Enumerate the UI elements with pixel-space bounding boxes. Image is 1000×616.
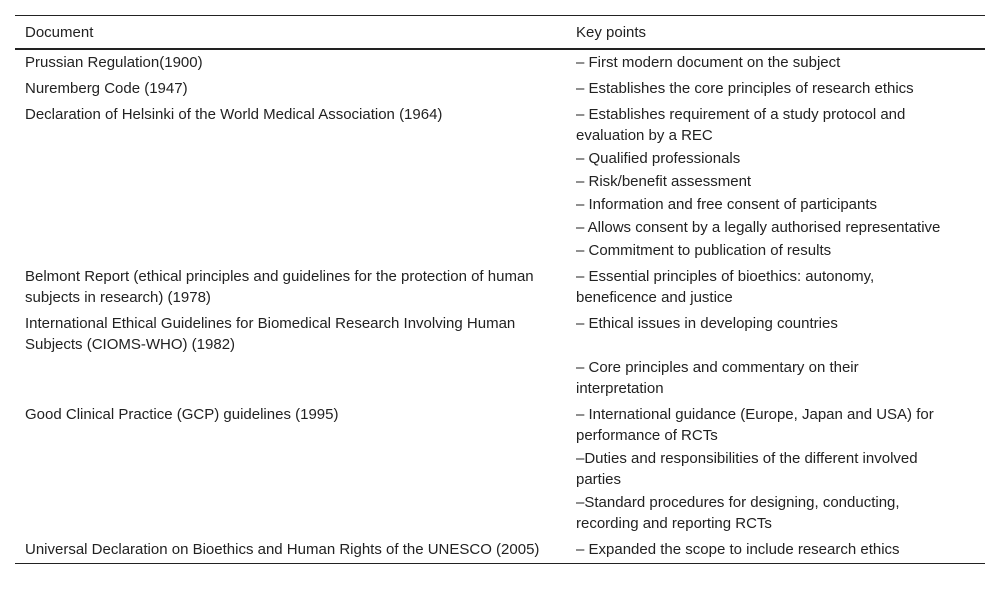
key-point: – Allows consent by a legally authorised representative <box>576 219 941 236</box>
header-key-points: Key points <box>566 16 985 50</box>
key-points-cell <box>566 76 985 102</box>
ethics-documents-table <box>15 15 985 564</box>
key-point: – Core principles and commentary on their interpretation <box>576 359 859 397</box>
document-cell: Declaration of Helsinki of the World Medical Association (1964) <box>25 106 443 123</box>
key-point: –Duties and responsibilities of the different involved parties <box>576 450 918 488</box>
header-document: Document <box>15 16 566 50</box>
key-points-cell <box>566 402 985 537</box>
key-point: – Establishes requirement of a study protocol and evaluation by a REC <box>576 106 906 144</box>
table-row <box>15 537 985 564</box>
table-row <box>15 102 985 264</box>
key-point: – Qualified professionals <box>576 150 741 167</box>
key-point: – Commitment to publication of results <box>576 242 832 259</box>
document-cell: Universal Declaration on Bioethics and Human Rights of the UNESCO (2005) <box>25 541 540 558</box>
table-row <box>15 402 985 537</box>
key-point: – International guidance (Europe, Japan and USA) for performance of RCTs <box>576 406 934 444</box>
document-cell: Good Clinical Practice (GCP) guidelines (1995) <box>25 406 339 423</box>
key-point: –Standard procedures for designing, conducting, recording and reporting RCTs <box>576 494 900 532</box>
table-row <box>15 311 985 402</box>
key-point: – Ethical issues in developing countries <box>576 315 838 332</box>
document-cell: International Ethical Guidelines for Biomedical Research Involving Human Subjects (CIOMS-WHO) (1982) <box>25 315 516 353</box>
key-point: – Essential principles of bioethics: autonomy, beneficence and justice <box>576 268 875 306</box>
document-cell: Belmont Report (ethical principles and guidelines for the protection of human subjects in research) (1978) <box>25 268 534 306</box>
key-points-cell <box>566 102 985 264</box>
table-row <box>15 49 985 76</box>
key-points-cell <box>566 311 985 402</box>
document-cell: Prussian Regulation(1900) <box>25 54 203 71</box>
table-row <box>15 264 985 311</box>
key-point: – Expanded the scope to include research ethics <box>576 541 900 558</box>
key-point: – First modern document on the subject <box>576 54 841 71</box>
key-points-cell <box>566 537 985 564</box>
header-row <box>15 16 985 50</box>
key-points-cell <box>566 264 985 311</box>
key-points-cell <box>566 49 985 76</box>
key-point: – Risk/benefit assessment <box>576 173 752 190</box>
key-point: – Information and free consent of participants <box>576 196 878 213</box>
document-cell: Nuremberg Code (1947) <box>25 80 188 97</box>
key-point: – Establishes the core principles of research ethics <box>576 80 914 97</box>
table-row <box>15 76 985 102</box>
